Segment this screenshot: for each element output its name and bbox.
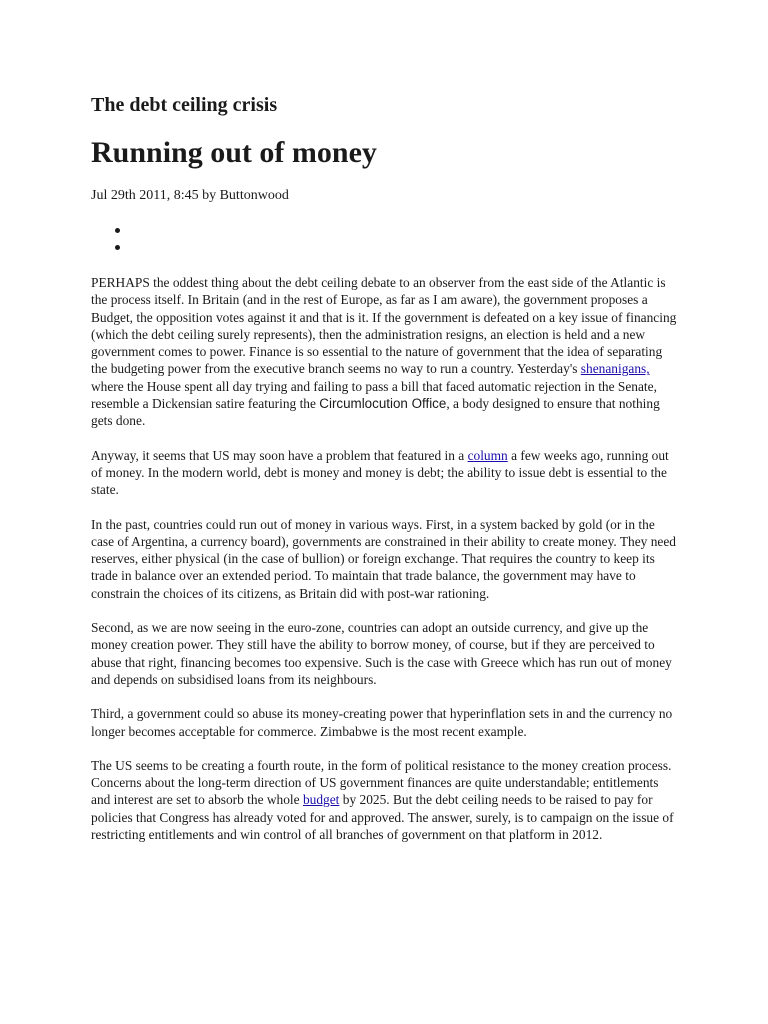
paragraph-4: Second, as we are now seeing in the euro-zone, countries can adopt an outside currency, and give up the money creation power. They still have the ability to borrow money, of course, but if they are perceived to abuse that right, financing becomes too expensive. Such is the case with Greece which has run out of money and depends on subsidised loans from its neighbours.: [91, 620, 672, 687]
share-bullet-item: [91, 239, 131, 256]
article-body: [91, 274, 681, 860]
paragraph-5: Third, a government could so abuse its money-creating power that hyperinflation sets in and the currency no longer becomes acceptable for commerce. Zimbabwe is the most recent example.: [91, 706, 673, 739]
circumlocution-office-text: Circumlocution Office: [319, 396, 447, 412]
paragraph-1: [91, 274, 681, 430]
column-link[interactable]: column: [467, 447, 508, 463]
share-bullet-item: [91, 222, 131, 239]
paragraph-text: by 2025. But the debt ceiling needs to be raised to pay for policies that Congress has already voted for and approved. The answer, surely, is to campaign on the issue of restricting entitlements and win control of all branches of government on that platform in 2012.: [91, 792, 674, 843]
paragraph-6: [91, 757, 681, 843]
budget-link[interactable]: budget: [302, 792, 340, 808]
article-dateline: Jul 29th 2011, 8:45 by Buttonwood: [91, 188, 289, 203]
paragraph-text: a few weeks ago, running out of money. In the modern world, debt is money and money is debt; the ability to issue debt is essential to the state.: [91, 447, 669, 498]
shenanigans-link[interactable]: shenanigans,: [580, 361, 650, 377]
paragraph-3: In the past, countries could run out of money in various ways. First, in a system backed by gold (or in the case of Argentina, a currency board), governments are constrained in their ability to create money. They need reserves, either physical (in the case of bullion) or foreign exchange. That requires the country to keep its trade in balance over an extended period. To maintain that trade balance, the government may have to constrain the choices of its citizens, as Britain did with post-war rationing.: [91, 516, 676, 601]
paragraph-text: Anyway, it seems that US may soon have a problem that featured in a: [91, 447, 468, 463]
share-bullet-list: [91, 222, 131, 256]
paragraph-text: PERHAPS the oddest thing about the debt ceiling debate to an observer from the east side of the Atlantic is the process itself. In Britain (and in the rest of Europe, as far as I am aware), the government proposes a Budget, the opposition votes against it and that is it. If the government is defeated on a key issue of financing (which the debt ceiling surely represents), then the administration resigns, an election is held and a new government comes to power. Finance is so essential to the nature of government that the idea of separating the budgeting power from the executive branch seems no way to run a country. Yesterday's: [91, 275, 677, 377]
article-headline: Running out of money: [91, 136, 377, 169]
paragraph-text: where the House spent all day trying and failing to pass a bill that faced automatic rejection in the Senate, resemble a Dickensian satire featuring the: [91, 378, 657, 412]
paragraph-text: , a body designed to ensure that nothing gets done.: [91, 396, 660, 429]
paragraph-2: [91, 447, 681, 499]
paragraph-text: The US seems to be creating a fourth route, in the form of political resistance to the money creation process. Concerns about the long-term direction of US government finances are quite understandable; entitlements and interest are set to absorb the whole: [91, 757, 672, 808]
article-kicker: The debt ceiling crisis: [91, 94, 278, 116]
